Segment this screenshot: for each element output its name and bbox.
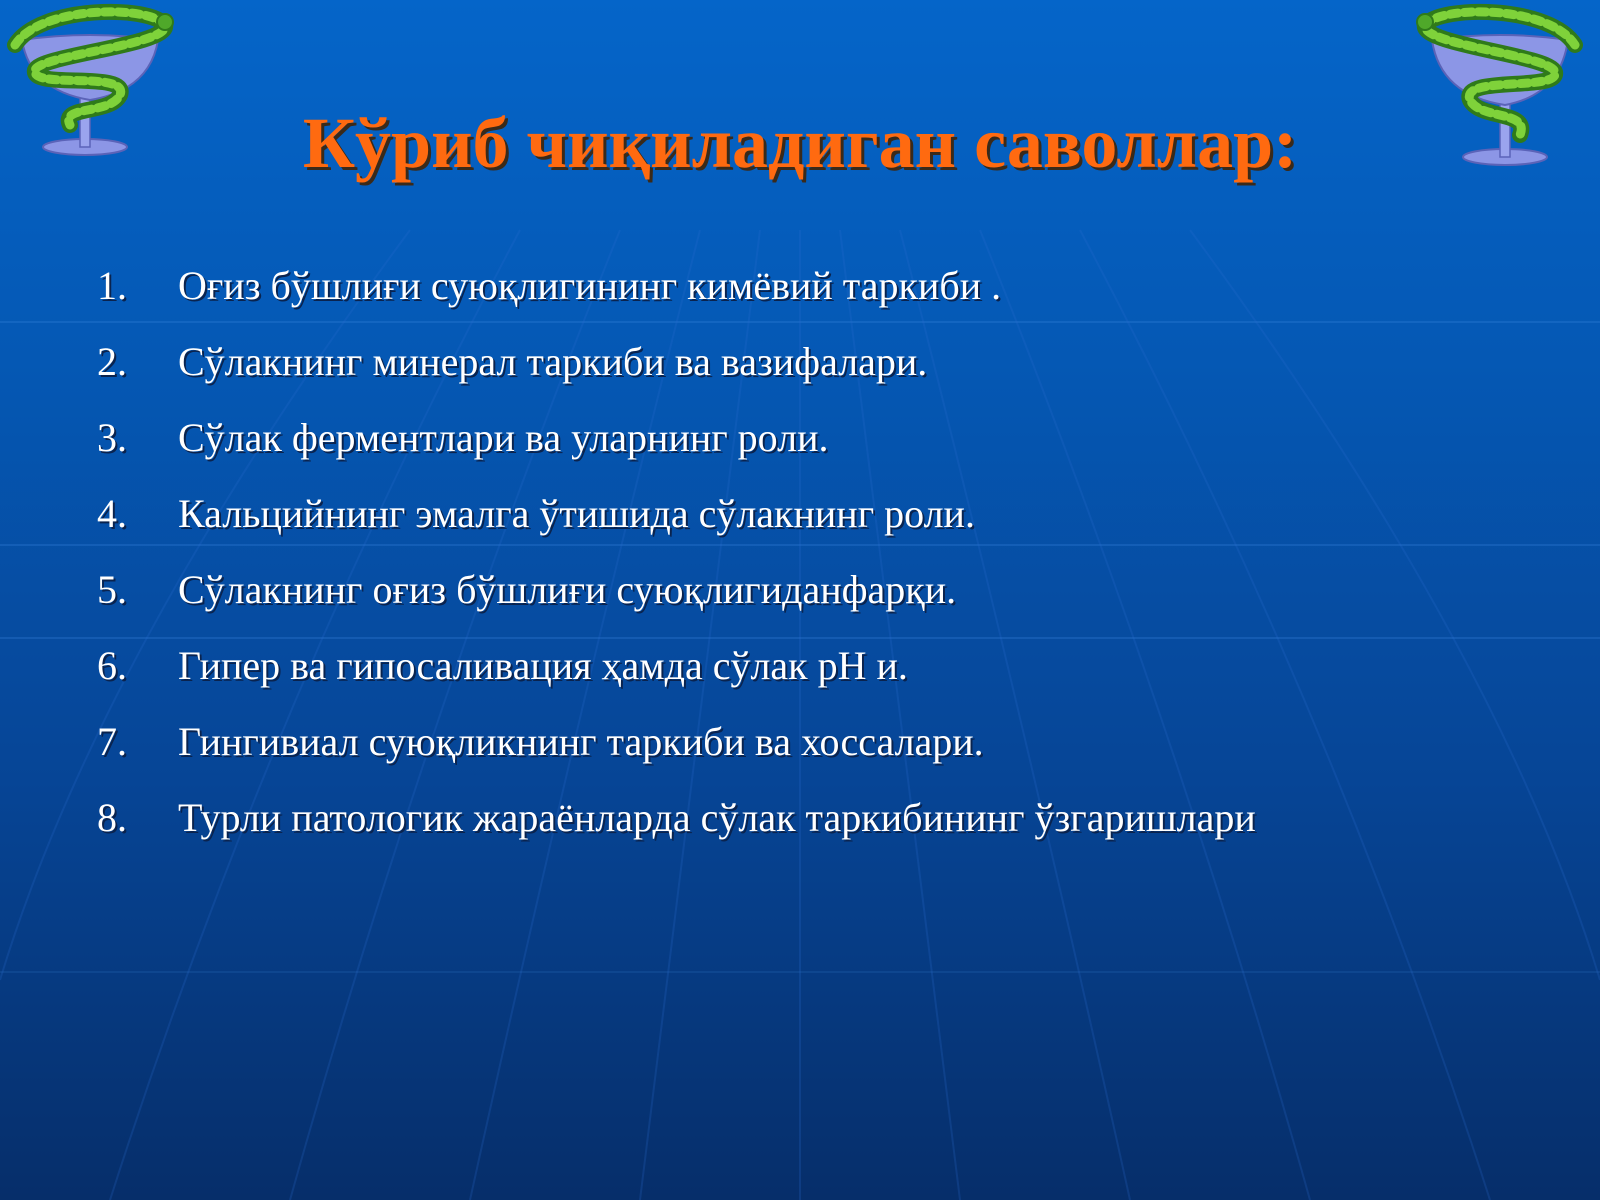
item-text: Оғиз бўшлиғи суюқлигининг кимёвий таркиби .	[178, 263, 1002, 308]
item-number: 6.	[97, 643, 127, 688]
item-number: 5.	[97, 567, 127, 612]
item-text: Сўлакнинг минерал таркиби ва вазифалари.	[178, 339, 928, 384]
list-item	[0, 628, 1600, 704]
item-number: 1.	[97, 263, 127, 308]
item-number: 3.	[97, 415, 127, 460]
item-text: Кальцийнинг эмалга ўтишида сўлакнинг роли.	[178, 491, 975, 536]
item-text: Сўлакнинг оғиз бўшлиғи суюқлигиданфарқи.	[178, 567, 957, 612]
list-item	[0, 248, 1600, 324]
questions-list	[0, 248, 1600, 856]
list-item	[0, 400, 1600, 476]
slide-title: Кўриб чиқиладиган саволлар:	[302, 103, 1298, 183]
item-number: 7.	[97, 719, 127, 764]
list-item	[0, 780, 1600, 856]
list-item	[0, 476, 1600, 552]
item-text: Гингивиал суюқликнинг таркиби ва хоссалари.	[178, 719, 984, 764]
list-item	[0, 704, 1600, 780]
item-text: Гипер ва гипосаливация ҳамда сўлак рН и.	[178, 643, 908, 688]
item-text: Турли патологик жараёнларда сўлак таркибининг ўзгаришлари	[178, 795, 1256, 840]
list-item	[0, 552, 1600, 628]
item-number: 4.	[97, 491, 127, 536]
item-number: 8.	[97, 795, 127, 840]
item-number: 2.	[97, 339, 127, 384]
list-item	[0, 324, 1600, 400]
item-text: Сўлак ферментлари ва уларнинг роли.	[178, 415, 829, 460]
